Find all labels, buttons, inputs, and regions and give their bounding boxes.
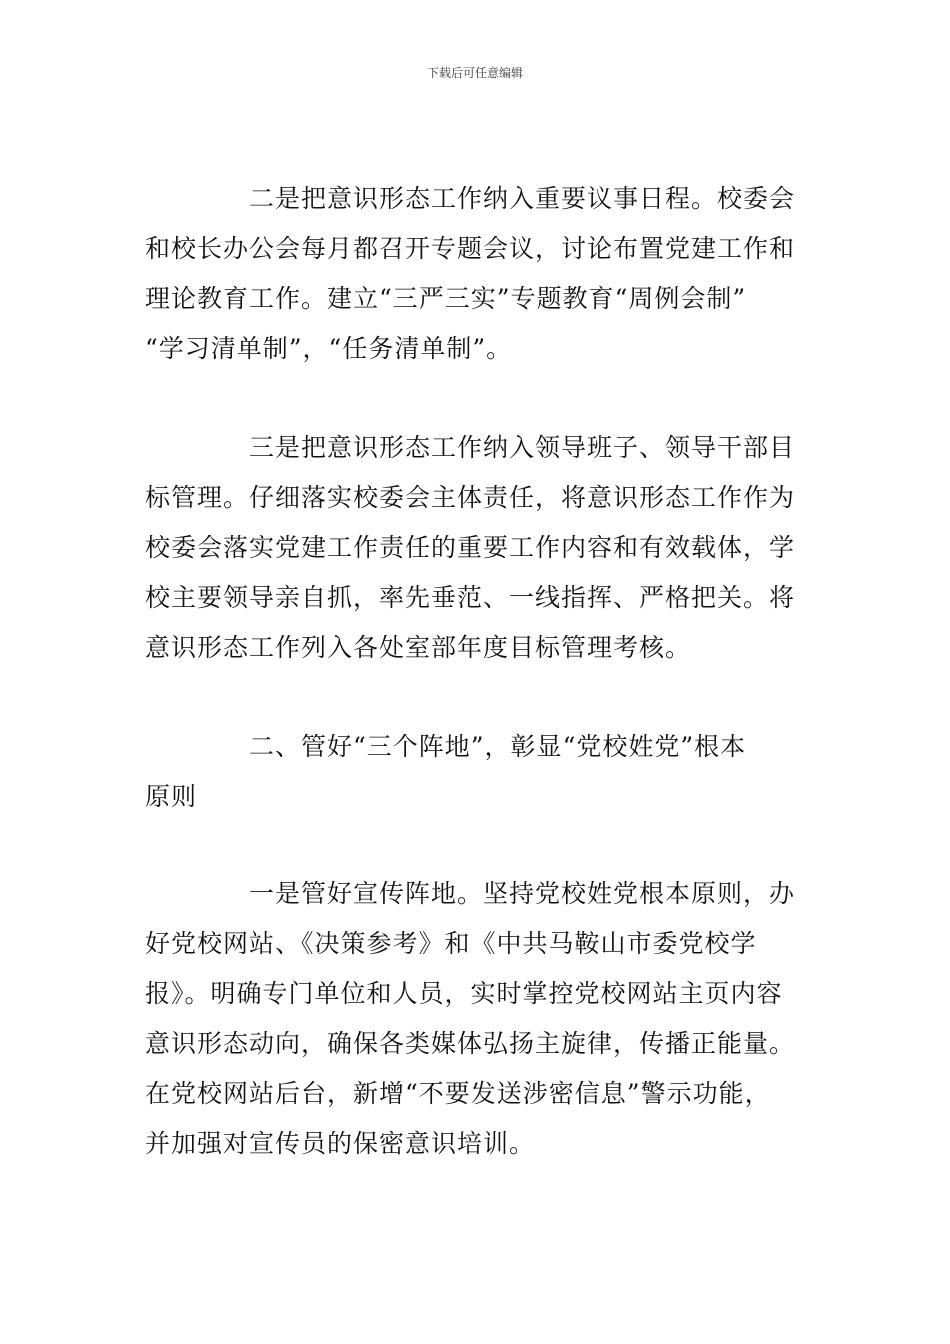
- paragraph-line: 二是把意识形态工作纳入重要议事日程。校委会: [249, 184, 796, 213]
- paragraph-line: 理论教育工作。建立“三严三实”专题教育“周例会制”: [145, 284, 747, 313]
- paragraph-line: “学习清单制”，“任务清单制”。: [145, 334, 513, 363]
- section-heading: [145, 722, 810, 822]
- paragraph-line: 好党校网站、《决策参考》和《中共马鞍山市委党校学: [145, 929, 757, 958]
- paragraph-line: 并加强对宣传员的保密意识培训。: [145, 1129, 536, 1158]
- paragraph-agenda: [145, 174, 810, 374]
- paragraph-line: 三是把意识形态工作纳入领导班子、领导干部目: [249, 433, 796, 462]
- heading-line: 二、管好“三个阵地”，彰显“党校姓党”根本: [249, 732, 747, 761]
- paragraph-line: 报》。明确专门单位和人员，实时掌控党校网站主页内容: [145, 979, 783, 1008]
- paragraph-line: 意识形态工作列入各处室部年度目标管理考核。: [145, 633, 692, 662]
- paragraph-line: 意识形态动向，确保各类媒体弘扬主旋律，传播正能量。: [145, 1029, 796, 1058]
- paragraph-line: 标管理。仔细落实校委会主体责任，将意识形态工作作为: [145, 483, 796, 512]
- paragraph-target-management: [145, 423, 810, 673]
- page-header: 下载后可任意编辑: [426, 66, 523, 80]
- paragraph-line: 和校长办公会每月都召开专题会议，讨论布置党建工作和: [145, 234, 796, 263]
- paragraph-line: 一是管好宣传阵地。坚持党校姓党根本原则，办: [249, 879, 796, 908]
- paragraph-line: 在党校网站后台，新增“不要发送涉密信息”警示功能，: [145, 1079, 771, 1108]
- heading-line: 原则: [145, 782, 198, 811]
- paragraph-line: 校委会落实党建工作责任的重要工作内容和有效载体，学: [145, 533, 796, 562]
- paragraph-propaganda: [145, 869, 810, 1169]
- paragraph-line: 校主要领导亲自抓，率先垂范、一线指挥、严格把关。将: [145, 583, 796, 612]
